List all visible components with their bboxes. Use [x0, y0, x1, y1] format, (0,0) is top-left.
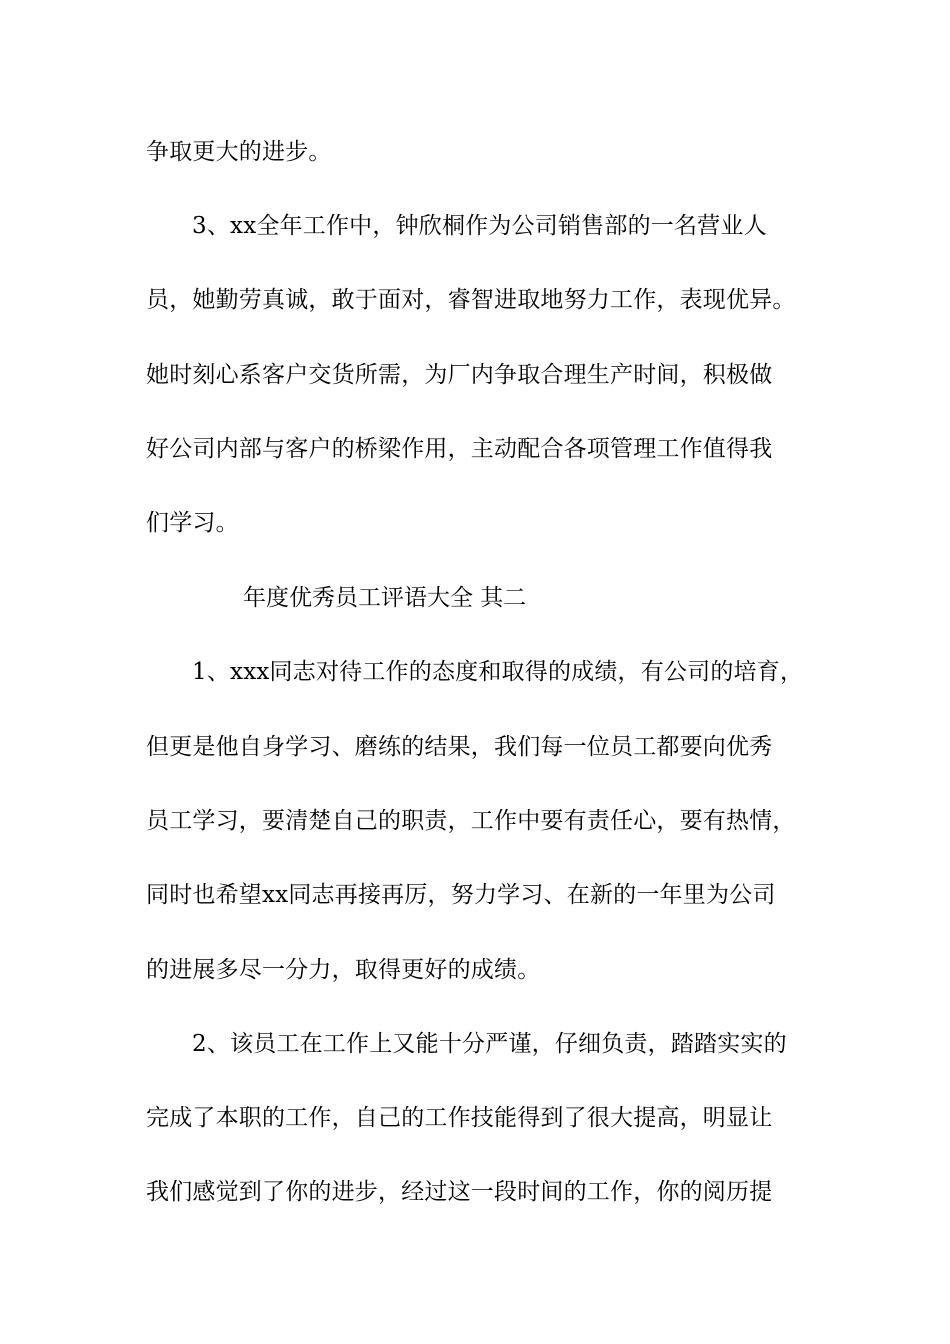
section-title: 年度优秀员工评语大全 其二: [243, 585, 527, 611]
text-line: 们学习。: [146, 510, 239, 536]
text-line: 好公司内部与客户的桥梁作用，主动配合各项管理工作值得我: [146, 436, 773, 462]
paragraph-3-start: 3、xx全年工作中，钟欣桐作为公司销售部的一名营业人: [192, 213, 767, 239]
text-line: 但更是他自身学习、磨练的结果，我们每一位员工都要向优秀: [146, 734, 773, 760]
text-line: 员，她勤劳真诚，敢于面对，睿智进取地努力工作，表现优异。: [146, 287, 796, 313]
paragraph-2-start: 2、该员工在工作上又能十分严谨，仔细负责，踏踏实实的: [192, 1031, 787, 1057]
text-line: 完成了本职的工作，自己的工作技能得到了很大提高，明显让: [146, 1105, 773, 1131]
text-line: 员工学习，要清楚自己的职责，工作中要有责任心，要有热情，: [146, 808, 796, 834]
text-line: 的进展多尽一分力，取得更好的成绩。: [146, 957, 541, 983]
paragraph-1-start: 1、xxx同志对待工作的态度和取得的成绩，有公司的培育，: [192, 659, 804, 685]
text-line: 争取更大的进步。: [146, 139, 332, 165]
text-line: 她时刻心系客户交货所需，为厂内争取合理生产时间，积极做: [146, 362, 773, 388]
text-line: 我们感觉到了你的进步，经过这一段时间的工作，你的阅历提: [146, 1179, 773, 1205]
text-line: 同时也希望xx同志再接再厉，努力学习、在新的一年里为公司: [146, 882, 776, 908]
